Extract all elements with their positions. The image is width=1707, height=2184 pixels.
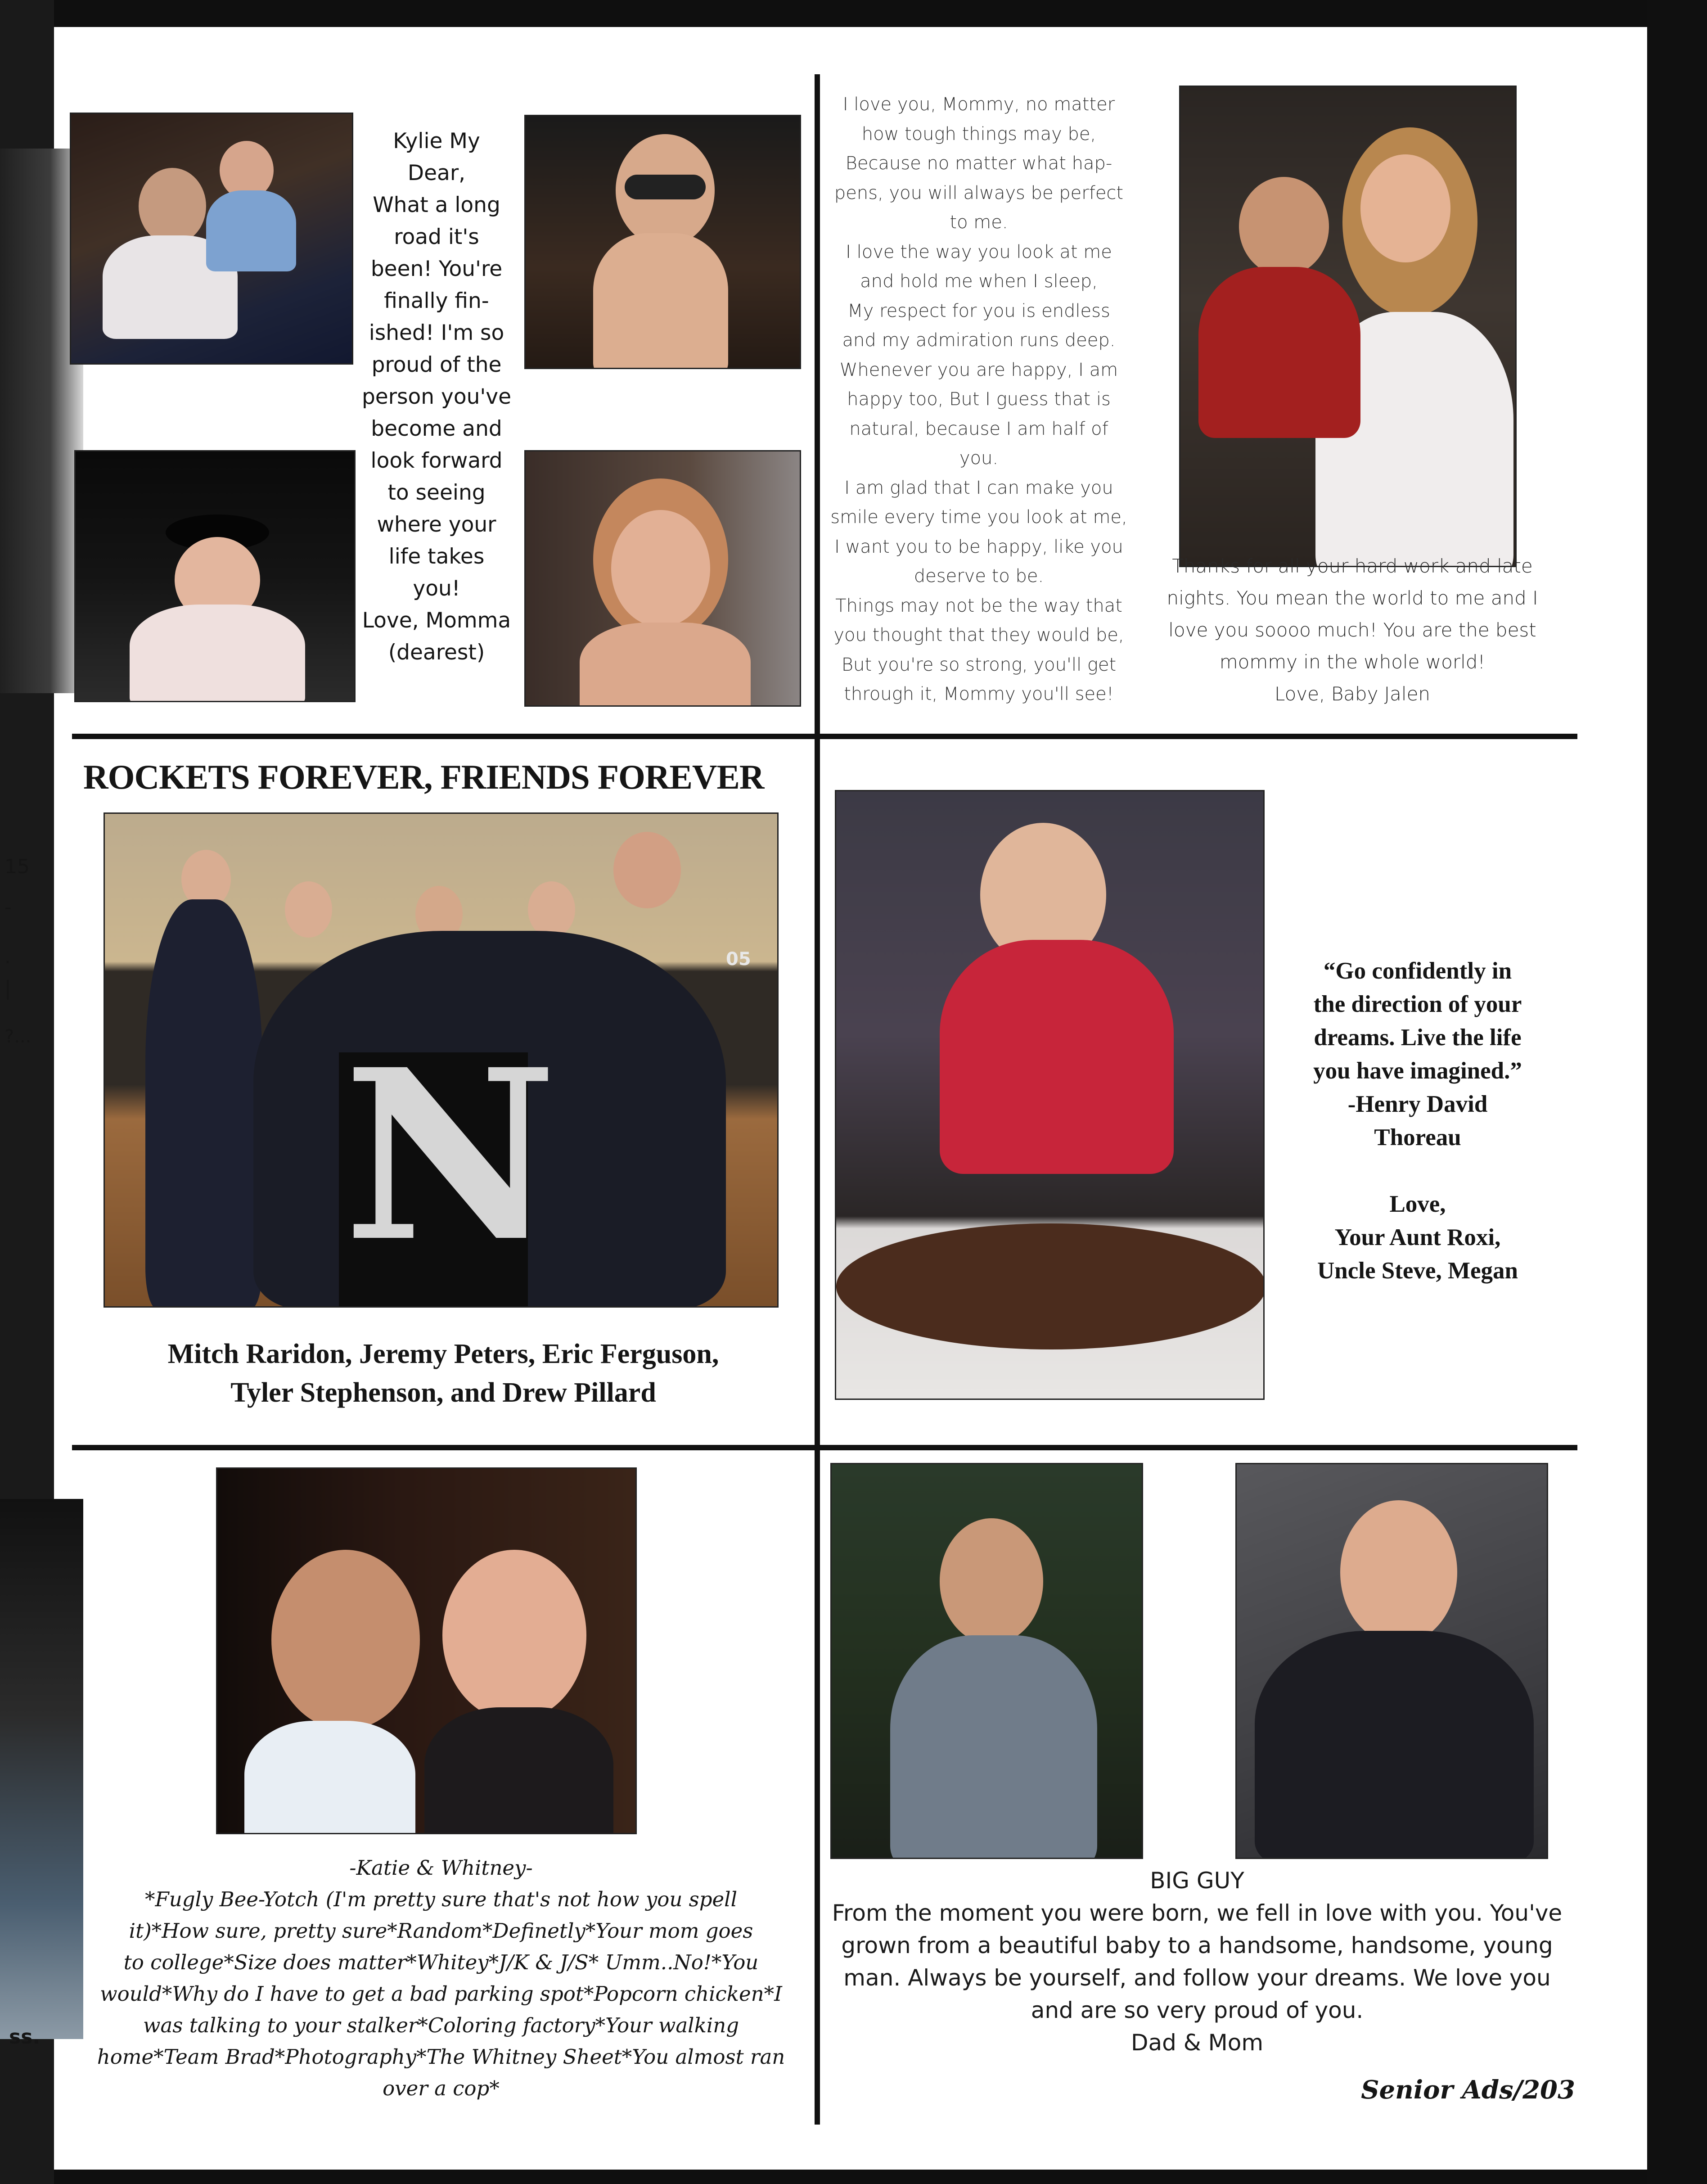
poem-line: I love the way you look at me bbox=[846, 241, 1112, 262]
poem-line: and my admiration runs deep. bbox=[842, 330, 1116, 351]
katie-line: -Katie & Whitney- bbox=[349, 1856, 533, 1880]
poem-line: you. bbox=[959, 448, 999, 469]
photo-senior-portrait bbox=[1235, 1463, 1548, 1859]
quote-line: Thoreau bbox=[1374, 1124, 1461, 1151]
rockets-heading: ROCKETS FOREVER, FRIENDS FOREVER bbox=[83, 758, 764, 796]
jalen-line: Thanks for all your hard work and late bbox=[1172, 555, 1533, 577]
jalen-line: nights. You mean the world to me and I bbox=[1167, 587, 1538, 609]
horizontal-divider-bottom bbox=[72, 1445, 1577, 1450]
kylie-line: road it's bbox=[394, 225, 479, 249]
quote-line: dreams. Live the life bbox=[1314, 1024, 1522, 1051]
jalen-line: Love, Baby Jalen bbox=[1274, 683, 1431, 705]
poem-line: to me. bbox=[950, 212, 1008, 233]
quote-line: you have imagined.” bbox=[1313, 1058, 1522, 1084]
photo-graduation-cap bbox=[74, 450, 356, 702]
quote-spacer bbox=[1278, 1154, 1557, 1187]
footer-section: Senior Ads bbox=[1361, 2075, 1513, 2105]
kylie-line: life takes bbox=[388, 544, 485, 569]
edge-fragment-2: - bbox=[5, 896, 12, 919]
quote-line: Love, bbox=[1389, 1191, 1446, 1217]
thoreau-quote bbox=[1278, 954, 1557, 1287]
poem-line: I want you to be happy, like you bbox=[834, 536, 1123, 557]
kylie-line: to seeing bbox=[387, 480, 486, 505]
poem-line: natural, because I am half of bbox=[849, 418, 1108, 439]
edge-fragment-4: | bbox=[5, 977, 11, 1000]
jacket-patch: 05 bbox=[726, 949, 751, 970]
quote-line: “Go confidently in bbox=[1323, 958, 1512, 984]
poem-line: I am glad that I can make you bbox=[844, 477, 1113, 498]
katie-line: *Fugly Bee-Yotch (I'm pretty sure that's not how you spell bbox=[145, 1887, 737, 1911]
yearbook-page bbox=[5, 27, 1647, 2170]
kylie-line: What a long bbox=[373, 193, 500, 217]
katie-line: to college*Size does matter*Whitey*J/K & J/S* Umm..No!*You bbox=[123, 1950, 759, 1974]
photo-smiling-girl bbox=[524, 450, 801, 707]
photo-boy-chocolate-cake bbox=[835, 790, 1265, 1400]
poem-line: pens, you will always be perfect bbox=[834, 182, 1124, 203]
kylie-line: where your bbox=[377, 512, 496, 537]
bigguy-line: From the moment you were born, we fell in love with you. You've bbox=[832, 1900, 1563, 1926]
bigguy-message bbox=[819, 1897, 1575, 2059]
poem-line: through it, Mommy you'll see! bbox=[844, 684, 1114, 704]
bigguy-title: BIG GUY bbox=[1150, 1868, 1244, 1894]
katie-line: over a cop* bbox=[383, 2076, 500, 2100]
photo-mother-holding-baby bbox=[1179, 86, 1517, 567]
kylie-line: Dear, bbox=[407, 161, 466, 185]
poem-line: deserve to be. bbox=[914, 566, 1044, 587]
bigguy-line: grown from a beautiful baby to a handsome, handsome, young bbox=[841, 1932, 1553, 1958]
bigguy-line: Dad & Mom bbox=[1130, 2030, 1264, 2056]
poem-line: happy too, But I guess that is bbox=[847, 389, 1111, 410]
poem-line: Things may not be the way that bbox=[835, 595, 1122, 616]
photo-katie-and-whitney bbox=[216, 1467, 637, 1834]
jacket-letter: N bbox=[343, 1018, 558, 1293]
page-footer bbox=[1314, 2075, 1575, 2105]
katie-line: home*Team Brad*Photography*The Whitney Sheet*You almost ran bbox=[97, 2045, 785, 2069]
poem-line: Whenever you are happy, I am bbox=[839, 359, 1118, 380]
caption-line: Tyler Stephenson, and Drew Pillard bbox=[230, 1377, 656, 1408]
edge-fragment-6: ss. bbox=[9, 2026, 41, 2049]
poem-line: I love you, Mommy, no matter bbox=[842, 94, 1115, 115]
quote-line: the direction of your bbox=[1313, 991, 1522, 1017]
edge-fragment-5: ?... bbox=[5, 1026, 32, 1047]
kylie-line: been! You're bbox=[370, 257, 503, 281]
kylie-message bbox=[342, 125, 531, 668]
bigguy-line: and are so very proud of you. bbox=[1031, 1997, 1364, 2023]
photo-toddler-sunglasses bbox=[524, 115, 801, 369]
poem-line: you thought that they would be, bbox=[833, 625, 1124, 645]
quote-line: -Henry David bbox=[1347, 1091, 1488, 1117]
katie-line: it)*How sure, pretty sure*Random*Definetly*Your mom goes bbox=[129, 1919, 753, 1943]
kylie-line: Love, Momma bbox=[362, 608, 511, 633]
katie-line: would*Why do I have to get a bad parking spot*Popcorn chicken*I bbox=[100, 1982, 782, 2006]
kylie-line: proud of the bbox=[371, 352, 502, 377]
jalen-line: love you soooo much! You are the best bbox=[1168, 619, 1536, 641]
jalen-message bbox=[1136, 550, 1568, 710]
poem-line: and hold me when I sleep, bbox=[860, 271, 1098, 292]
kylie-line: (dearest) bbox=[388, 640, 485, 665]
mommy-poem bbox=[819, 90, 1139, 709]
poem-line: Because no matter what hap- bbox=[845, 153, 1112, 174]
katie-line: was talking to your stalker*Coloring factory*Your walking bbox=[143, 2013, 739, 2037]
poem-line: how tough things may be, bbox=[861, 123, 1096, 144]
poem-line: But you're so strong, you'll get bbox=[841, 654, 1117, 675]
bigguy-line: man. Always be yourself, and follow your dreams. We love you bbox=[843, 1965, 1551, 1991]
katie-message bbox=[63, 1852, 819, 2104]
kylie-line: you! bbox=[413, 576, 460, 601]
poem-line: My respect for you is endless bbox=[847, 300, 1110, 321]
photo-mother-and-baby bbox=[70, 113, 353, 365]
kylie-line: Kylie My bbox=[393, 129, 480, 153]
quote-line: Your Aunt Roxi, bbox=[1334, 1224, 1501, 1250]
photo-rockets-group bbox=[104, 812, 779, 1308]
footer-page-number: /203 bbox=[1513, 2075, 1575, 2105]
scanner-edge-right bbox=[1647, 0, 1707, 2184]
kylie-line: become and bbox=[371, 416, 502, 441]
quote-line: Uncle Steve, Megan bbox=[1317, 1258, 1518, 1284]
kylie-line: look forward bbox=[370, 448, 503, 473]
poem-line: smile every time you look at me, bbox=[830, 507, 1127, 528]
kylie-line: ished! I'm so bbox=[369, 320, 504, 345]
kylie-line: person you've bbox=[361, 384, 512, 409]
caption-line: Mitch Raridon, Jeremy Peters, Eric Ferguson, bbox=[167, 1339, 719, 1369]
edge-fragment-1: 15 bbox=[5, 855, 30, 878]
jalen-line: mommy in the whole world! bbox=[1219, 651, 1486, 673]
edge-fragment-3: . bbox=[5, 945, 11, 968]
rockets-caption bbox=[72, 1335, 815, 1412]
kylie-line: finally fin- bbox=[384, 289, 489, 313]
photo-young-boy-jacket bbox=[830, 1463, 1143, 1859]
horizontal-divider-top bbox=[72, 734, 1577, 739]
